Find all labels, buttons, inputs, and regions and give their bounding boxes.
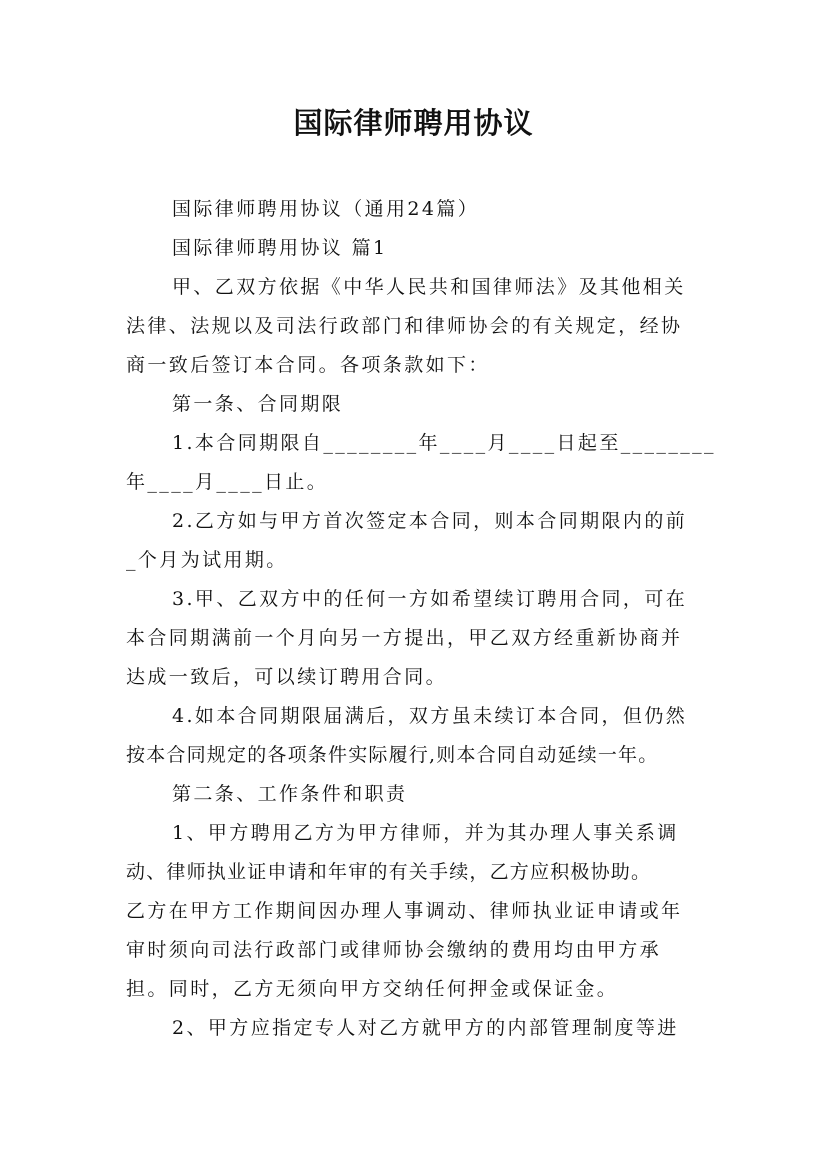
text-line: 本合同期满前一个月向另一方提出，甲乙双方经重新协商并	[126, 627, 683, 649]
text-line: 法律、法规以及司法行政部门和律师协会的有关规定，经协	[126, 315, 683, 337]
text-line: 国际律师聘用协议（通用24篇）	[172, 198, 480, 220]
text-line: 达成一致后，可以续订聘用合同。	[126, 666, 448, 688]
text-line: 商一致后签订本合同。各项条款如下：	[126, 354, 490, 376]
text-line: 第二条、工作条件和职责	[172, 783, 408, 805]
text-line: 3.甲、乙双方中的任何一方如希望续订聘用合同，可在	[172, 588, 688, 610]
text-line: 担。同时，乙方无须向甲方交纳任何押金或保证金。	[126, 978, 619, 1000]
text-line: 1.本合同期限自________年____月____日起至________	[172, 432, 716, 454]
text-line: 2.乙方如与甲方首次签定本合同，则本合同期限内的前	[172, 510, 688, 532]
text-line: 甲、乙双方依据《中华人民共和国律师法》及其他相关	[172, 276, 686, 298]
text-line: 乙方在甲方工作期间因办理人事调动、律师执业证申请或年	[126, 900, 683, 922]
text-line: 国际律师聘用协议 篇1	[172, 237, 388, 259]
document-title: 国际律师聘用协议	[293, 106, 534, 140]
text-line: _个月为试用期。	[126, 549, 288, 571]
text-line: 按本合同规定的各项条件实际履行,则本合同自动延续一年。	[126, 744, 659, 766]
text-line: 第一条、合同期限	[172, 393, 344, 415]
text-line: 年____月____日止。	[126, 471, 329, 493]
text-line: 动、律师执业证申请和年审的有关手续，乙方应积极协助。	[126, 861, 652, 883]
text-line: 审时须向司法行政部门或律师协会缴纳的费用均由甲方承	[126, 939, 662, 961]
document-body	[126, 190, 716, 1048]
text-line: 4.如本合同期限届满后，双方虽未续订本合同，但仍然	[172, 705, 688, 727]
text-line: 1、甲方聘用乙方为甲方律师，并为其办理人事关系调	[172, 822, 679, 844]
text-line: 2、甲方应指定专人对乙方就甲方的内部管理制度等进	[172, 1017, 679, 1039]
